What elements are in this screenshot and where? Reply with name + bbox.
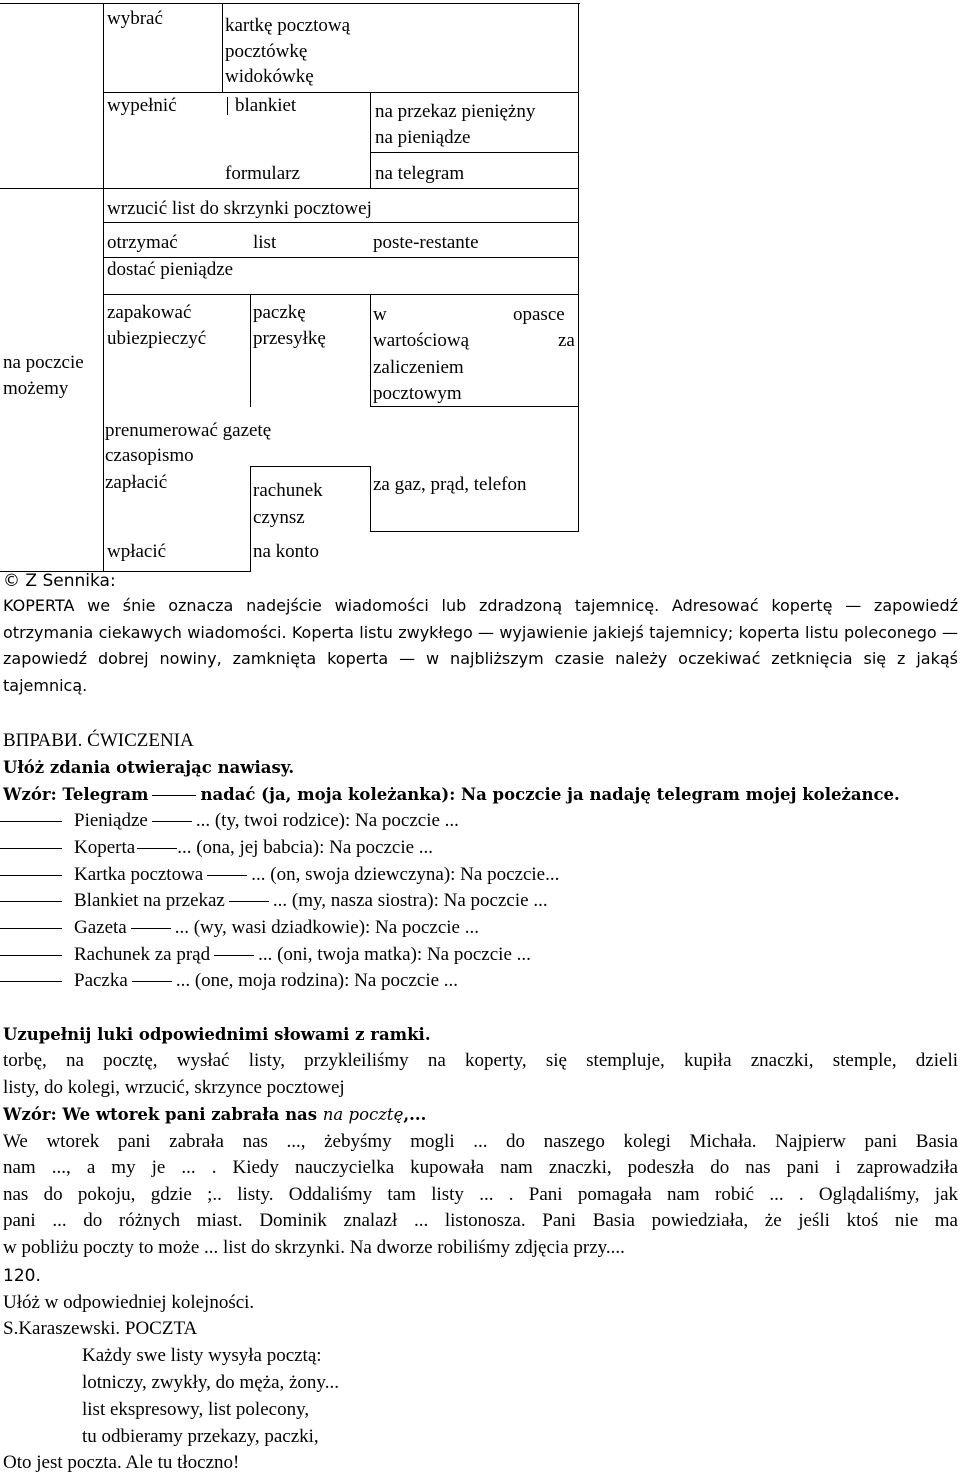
- object-3: widokówkę: [225, 66, 314, 87]
- em-dash: [137, 848, 177, 849]
- object-list: list: [253, 232, 277, 253]
- exercise-item: Koperta ... (ona, jej babcia): Na poczcie ...: [0, 835, 433, 861]
- story-line: w pobliżu poczty to może ... list do skrzynki. Na dworze robiliśmy zdjęcia przy....: [3, 1237, 625, 1258]
- row-divider: [0, 188, 579, 189]
- em-dash: [132, 981, 172, 982]
- object-2: pocztówkę: [225, 41, 308, 62]
- object-1: kartkę pocztową: [225, 15, 351, 36]
- purpose-poste-restante: poste-restante: [373, 232, 479, 253]
- poem-author-title: S.Karaszewski. POCZTA: [3, 1318, 198, 1339]
- purpose-word: pocztowym: [373, 383, 462, 404]
- poem-line: list ekspresowy, list polecony,: [82, 1399, 310, 1420]
- table-col-divider: [103, 3, 104, 572]
- em-dash: [0, 928, 62, 929]
- em-dash: [152, 821, 192, 822]
- purpose-word: w: [373, 304, 387, 325]
- em-dash: [0, 981, 62, 982]
- purpose-word: zaliczeniem: [373, 357, 464, 378]
- em-dash: [214, 955, 254, 956]
- verb-zapakowac: zapakować: [107, 302, 192, 323]
- em-dash: [131, 928, 171, 929]
- verb-ubiezpieczyc: ubiezpieczyć: [107, 328, 207, 349]
- story-line: nas do pokoju, gdzie ;.. listy. Oddaliśmy tam listy ... . Pani pomagała nam robić ... . Oglądaliśmy, jak: [3, 1184, 958, 1205]
- sennik-paragraph: KOPERTA we śnie oznacza nadejście wiadomości lub zdradzoną tajemnicę. Adresować kopertę — zapowiedź otrzymania ciekawych wiadomości. Koperta listu zwykłego — wyjawienie jakiejś tajemnicy; koperta listu poleconego — zapowiedź dobrej nowiny, zamknięta koperta — w najbliższym czasie należy oczekiwać zetknięcia się z jakąś tajemnicą.: [3, 596, 958, 695]
- poem-line: lotniczy, zwykły, do męża, żony...: [82, 1372, 339, 1393]
- em-dash: [207, 875, 247, 876]
- object-blankiet: blankiet: [235, 95, 297, 116]
- phrase-prenumerowac: prenumerować gazetę: [105, 420, 272, 441]
- verb-wypelnic: wypełnić: [107, 95, 177, 116]
- object-na-konto: na konto: [253, 541, 319, 562]
- example-prefix: Wzór: Telegram: [3, 785, 149, 804]
- purpose-telegram: na telegram: [375, 163, 465, 184]
- row-divider: [103, 222, 579, 223]
- col-divider: [222, 3, 223, 93]
- task2-instruction: Uzupełnij luki odpowiednimi słowami z ramki.: [3, 1025, 431, 1044]
- phrase-dostac: dostać pieniądze: [107, 259, 234, 280]
- col-divider: [370, 466, 371, 532]
- exercise-number: 120.: [3, 1266, 41, 1286]
- verb-otrzymac: otrzymać: [107, 232, 178, 253]
- purpose-line1: na przekaz pieniężny: [375, 101, 536, 122]
- purpose-word: wartościową: [373, 330, 470, 351]
- em-dash: [0, 821, 62, 822]
- em-dash: [0, 955, 62, 956]
- purpose-line2: na pieniądze: [375, 127, 471, 148]
- poem-line: tu odbieramy przekazy, paczki,: [82, 1426, 319, 1447]
- exercise-item: Rachunek za prąd ... (oni, twoja matka): Na poczcie ...: [0, 942, 531, 968]
- task1-instruction: Ułóż zdania otwierając nawiasy.: [3, 758, 295, 777]
- object-czasopismo: czasopismo: [105, 445, 194, 466]
- purpose-word: za: [558, 330, 575, 351]
- object-paczke: paczkę: [253, 302, 306, 323]
- blankiet-marker: [227, 97, 228, 115]
- exercise-item: Pieniądze ... (ty, twoi rodzice): Na poczcie ...: [0, 808, 459, 834]
- object-rachunek: rachunek: [253, 480, 323, 501]
- verb-wplacic: wpłacić: [107, 541, 167, 562]
- story-line: nam ..., a my je ... . Kiedy nauczycielka kupowała nam znaczki, podeszła do nas pani i zaprowadziła: [3, 1157, 958, 1178]
- object-formularz: formularz: [225, 163, 300, 184]
- left-label-line2: możemy: [3, 378, 69, 399]
- story-line: We wtorek pani zabrała nas ..., żebyśmy mogli ... do naszego kolegi Michała. Najpierw pani Basia: [3, 1131, 958, 1152]
- sennik-heading: © Z Sennika:: [3, 571, 116, 591]
- col-divider: [370, 295, 371, 407]
- verb-wybrac: wybrać: [107, 8, 163, 29]
- row-divider: [370, 531, 579, 532]
- word-bank-line: listy, do kolegi, wrzucić, skrzynce pocztowej: [3, 1077, 345, 1098]
- poem-last-line: Oto jest poczta. Ale tu tłoczno!: [3, 1452, 240, 1473]
- phrase-wrzucic: wrzucić list do skrzynki pocztowej: [107, 198, 372, 219]
- em-dash: [152, 795, 196, 796]
- object-czynsz: czynsz: [253, 507, 305, 528]
- exercise-item: Gazeta ... (wy, wasi dziadkowie): Na poczcie ...: [0, 915, 479, 941]
- example-rest: nadać (ja, moja koleżanka): Na poczcie ja nadaję telegram mojej koleżance.: [200, 785, 900, 804]
- col-divider: [370, 93, 371, 189]
- exercise-item: Paczka ... (one, moja rodzina): Na poczcie ...: [0, 968, 458, 994]
- exercises-heading: ВПРАВИ. ĆWICZENIA: [3, 730, 194, 751]
- em-dash: [0, 875, 62, 876]
- purpose-word: opasce: [513, 304, 565, 325]
- word-bank-line: torbę, na pocztę, wysłać listy, przykleiliśmy na koperty, się stempluje, kupiła znaczki, stemple, dzieli: [3, 1050, 958, 1071]
- col-divider: [250, 466, 251, 572]
- em-dash: [0, 848, 62, 849]
- story-line: pani ... do różnych miast. Dominik znalazł ... listonosza. Pani Basia powiedziała, że jeśli ktoś nie ma: [3, 1210, 958, 1231]
- em-dash: [229, 901, 269, 902]
- exercise-item: Kartka pocztowa ... (on, swoja dziewczyna): Na poczcie...: [0, 862, 559, 888]
- left-label-line1: na poczcie: [3, 352, 84, 373]
- poem-line: Każdy swe listy wysyła pocztą:: [82, 1345, 322, 1366]
- task3-instruction: Ułóż w odpowiedniej kolejności.: [3, 1292, 255, 1313]
- task1-example: [3, 782, 900, 808]
- em-dash: [0, 901, 62, 902]
- table-border-right: [578, 3, 579, 531]
- col-divider: [250, 295, 251, 407]
- table-border-top: [0, 3, 580, 4]
- row-divider: [250, 466, 370, 467]
- object-przesylke: przesyłkę: [253, 328, 326, 349]
- purpose-gaz: za gaz, prąd, telefon: [373, 474, 527, 495]
- exercise-item: Blankiet na przekaz ... (my, nasza siostra): Na poczcie ...: [0, 888, 548, 914]
- post-office-vocabulary-table: [0, 0, 960, 572]
- row-divider: [103, 294, 579, 295]
- row-divider: [370, 152, 579, 153]
- task2-example: Wzór: We wtorek pani zabrała nas na pocztę,...: [3, 1105, 427, 1124]
- verb-zaplacic: zapłacić: [105, 472, 168, 493]
